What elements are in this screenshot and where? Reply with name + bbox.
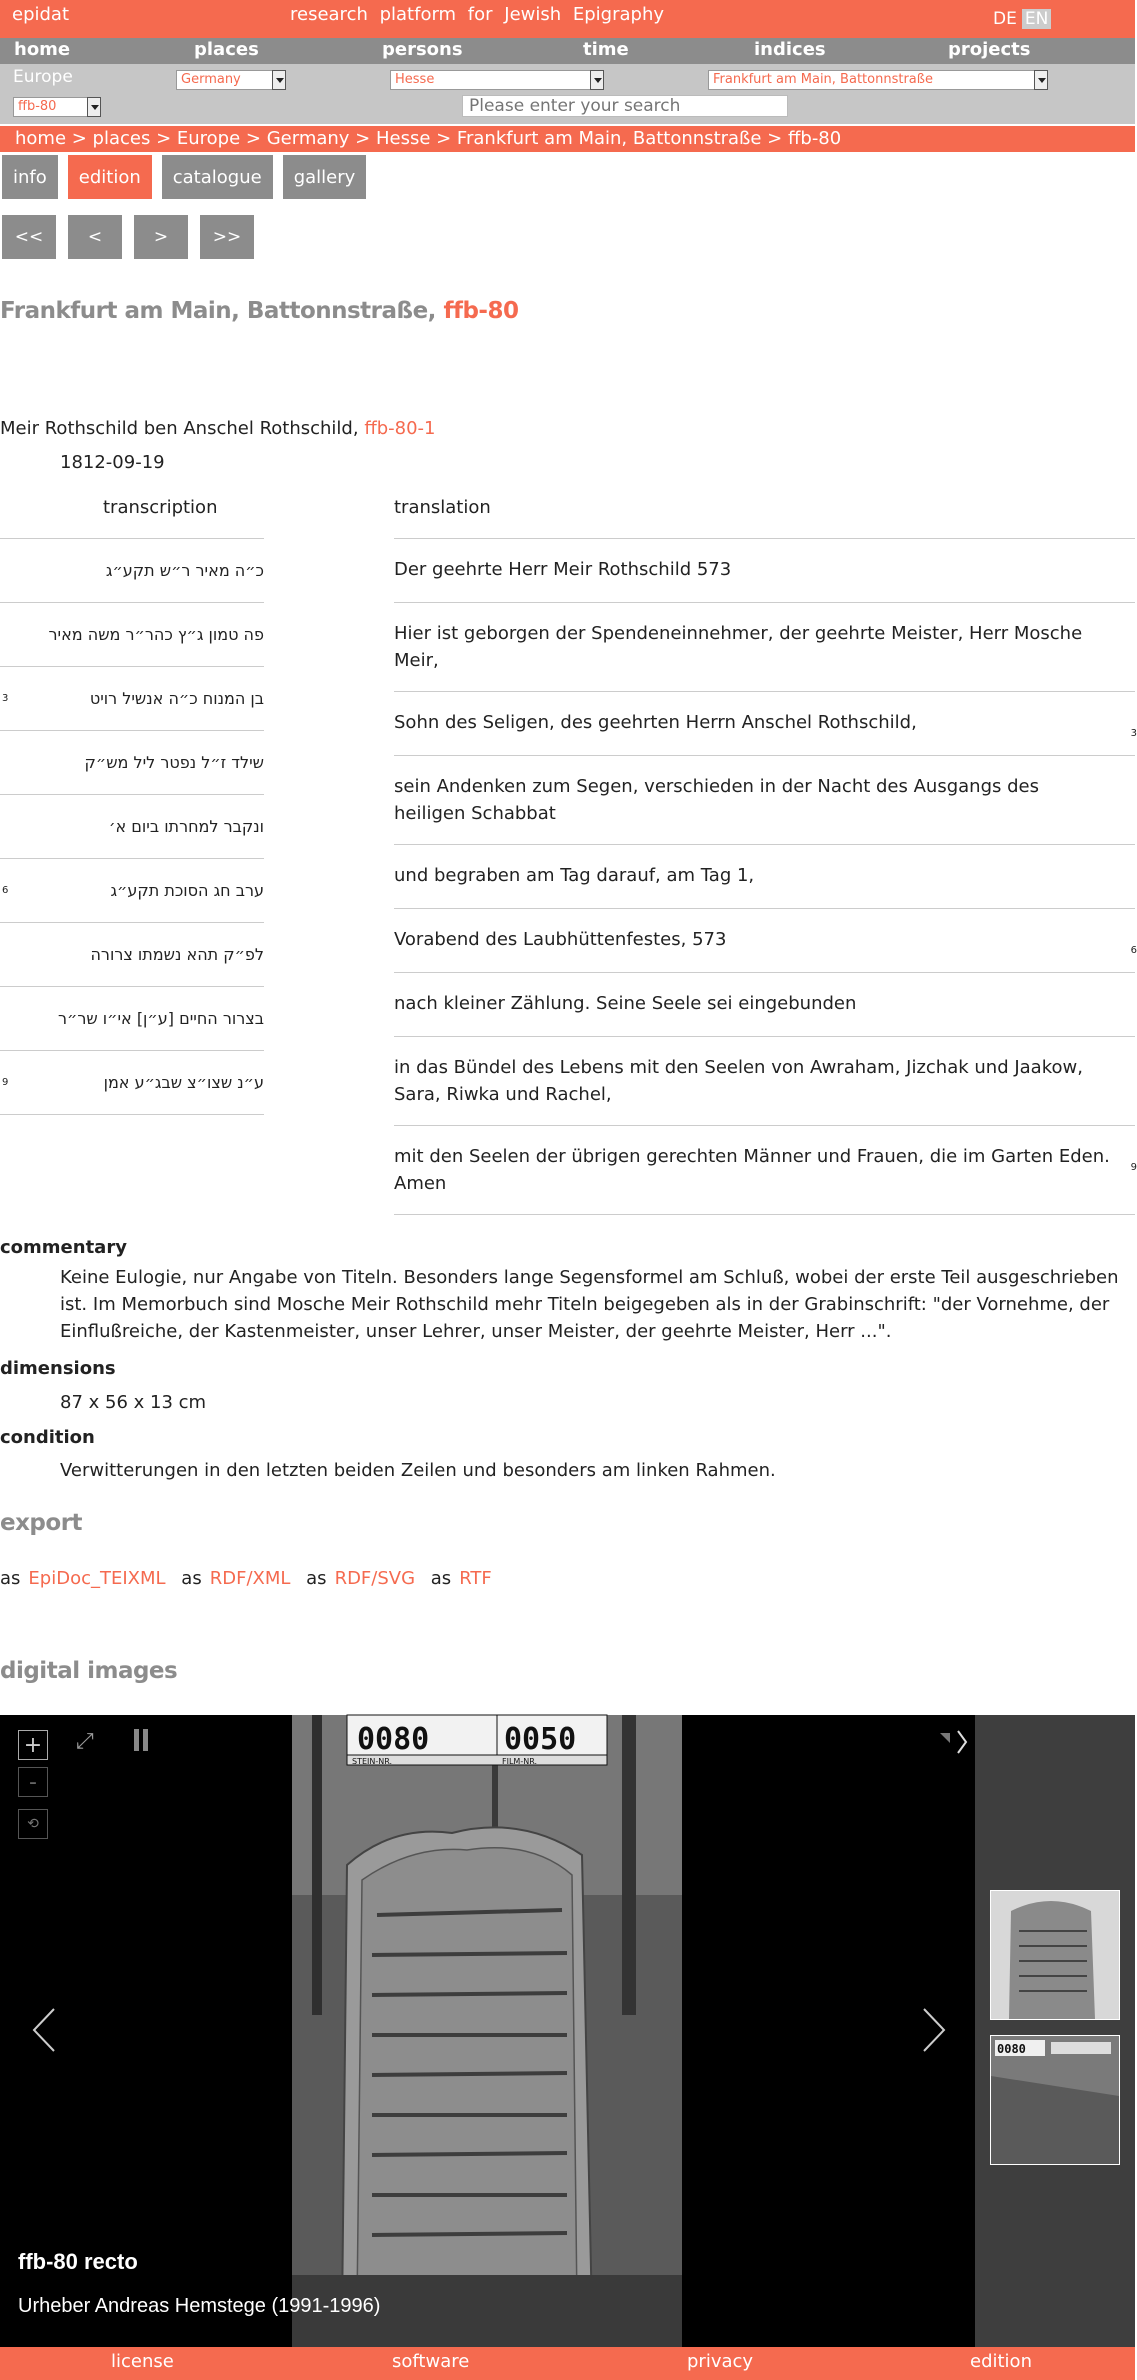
line-text: כ״ה מאיר ר״ש תקע״ג [105, 561, 264, 580]
line-text: Der geehrte Herr Meir Rothschild 573 [394, 559, 732, 580]
line-text: nach kleiner Zählung. Seine Seele sei eingebunden [394, 993, 857, 1014]
line-number: 9 [1130, 1162, 1137, 1173]
condition-label: condition [0, 1427, 95, 1448]
fullscreen-icon[interactable]: ⤢ [76, 1729, 94, 1754]
thumbnail-label[interactable] [990, 2035, 1120, 2165]
state-select-value: Hesse [395, 72, 435, 87]
next-record-button[interactable]: > [134, 215, 188, 259]
chevron-down-icon [1034, 70, 1048, 90]
stone-number-label: STEIN-NR. [352, 1757, 393, 1766]
export-links [0, 1568, 502, 1589]
translation-line [394, 756, 1135, 845]
footer-edition-link[interactable]: edition [970, 2351, 1032, 2372]
image-viewer[interactable] [0, 1715, 1135, 2347]
line-text: ע״נ שצו״צ שבג״ע אמן [103, 1073, 264, 1092]
nav-home[interactable]: home [14, 39, 71, 60]
line-text: פה טמון ג״ץ כהר״ר משה מאיר [48, 625, 264, 644]
site-logo[interactable]: epidat [12, 4, 70, 25]
translation-line [394, 603, 1135, 692]
export-as-text: as [181, 1568, 202, 1589]
export-rtf-link[interactable]: RTF [459, 1568, 492, 1589]
transcription-line [0, 539, 264, 603]
tab-gallery[interactable]: gallery [283, 155, 367, 199]
nav-projects[interactable]: projects [948, 39, 1031, 60]
tab-info[interactable]: info [2, 155, 58, 199]
transcription-line [0, 1051, 264, 1115]
export-rdfxml-link[interactable]: RDF/XML [209, 1568, 291, 1589]
language-switcher [990, 9, 1051, 29]
thumbnail-recto-image [991, 1891, 1119, 2019]
person-name: Meir Rothschild ben Anschel Rothschild, [0, 418, 359, 439]
translation-line [394, 973, 1135, 1037]
main-nav [0, 38, 1135, 64]
transcription-line [0, 859, 264, 923]
line-text: Hier ist geborgen der Spendeneinnehmer, der geehrte Meister, Herr Mosche Meir, [394, 623, 1083, 671]
object-select-value: ffb-80 [18, 99, 57, 114]
line-text: Vorabend des Laubhüttenfestes, 573 [394, 929, 727, 950]
line-number: 6 [1130, 945, 1137, 956]
export-as-text: as [0, 1568, 21, 1589]
death-date: 1812-09-19 [60, 452, 165, 473]
toggle-thumbnails-arrow[interactable] [938, 1727, 968, 1761]
translation-line [394, 845, 1135, 909]
export-heading: export [0, 1510, 83, 1536]
translation-line [394, 692, 1135, 756]
place-select[interactable] [708, 70, 1048, 90]
translation-line [394, 909, 1135, 973]
person-id: ffb-80-1 [364, 418, 436, 439]
film-number-label: FILM-NR. [502, 1757, 538, 1766]
image-caption-author: Urheber Andreas Hemstege (1991-1996) [18, 2295, 381, 2317]
transcription-line [0, 795, 264, 859]
line-text: בצרור החיים [ע״ן] אי״ו שר״ר [57, 1009, 264, 1028]
view-tabs [2, 155, 366, 199]
chevron-down-icon [590, 70, 604, 90]
tab-catalogue[interactable]: catalogue [162, 155, 273, 199]
transcription-line [0, 667, 264, 731]
line-text: לפ״ק תהא נשמתו צרורה [90, 945, 264, 964]
rotate-button[interactable]: ⟲ [18, 1809, 48, 1839]
place-name: Frankfurt am Main, Battonnstraße, [0, 298, 436, 324]
translation-list [394, 538, 1135, 1215]
person-heading [0, 418, 436, 439]
breadcrumb[interactable]: home > places > Europe > Germany > Hesse > Frankfurt am Main, Battonnstraße > ffb-80 [0, 126, 1135, 152]
thumbnail-label-image [991, 2036, 1119, 2164]
film-number: 0050 [504, 1722, 577, 1757]
search-input[interactable] [462, 95, 788, 117]
footer-software-link[interactable]: software [392, 2351, 470, 2372]
thumbnail-strip [975, 1715, 1135, 2347]
place-select-value: Frankfurt am Main, Battonnstraße [713, 72, 933, 87]
pause-icon[interactable] [132, 1729, 152, 1751]
export-as-text: as [306, 1568, 327, 1589]
transcription-line [0, 987, 264, 1051]
line-text: ערב חג הסוכת תקע״ג [110, 881, 264, 900]
transcription-list [0, 538, 264, 1115]
zoom-out-button[interactable]: - [18, 1767, 48, 1797]
footer-license-link[interactable]: license [111, 2351, 174, 2372]
location-selector-bar [0, 64, 1135, 124]
footer [0, 2347, 1135, 2380]
gravestone-illustration [292, 1715, 682, 2347]
condition-text: Verwitterungen in den letzten beiden Zeilen und besonders am linken Rahmen. [60, 1460, 776, 1481]
object-select[interactable] [13, 97, 101, 117]
line-text: sein Andenken zum Segen, verschieden in der Nacht des Ausgangs des heiligen Schabbat [394, 776, 1039, 824]
country-select[interactable] [176, 70, 286, 90]
site-tagline: research platform for Jewish Epigraphy [290, 4, 665, 25]
line-number: 9 [2, 1077, 9, 1088]
translation-header: translation [394, 497, 491, 518]
digital-images-heading: digital images [0, 1658, 178, 1684]
thumbnail-stone-number: 0080 [997, 2042, 1026, 2056]
stone-number: 0080 [357, 1722, 430, 1757]
line-number: 3 [1130, 728, 1137, 739]
export-rdfsvg-link[interactable]: RDF/SVG [334, 1568, 416, 1589]
nav-persons[interactable]: persons [382, 39, 463, 60]
line-number: 3 [2, 693, 9, 704]
line-number: 6 [2, 885, 9, 896]
export-as-text: as [430, 1568, 452, 1589]
line-text: mit den Seelen der übrigen gerechten Männer und Frauen, die im Garten Eden. Amen [394, 1146, 1110, 1194]
chevron-down-icon [272, 70, 286, 90]
lang-en-link[interactable]: EN [1022, 9, 1051, 29]
commentary-text: Keine Eulogie, nur Angabe von Titeln. Besonders lange Segensformel am Schluß, wobei der erste Teil ausgeschrieben ist. Im Memorbuch sind Mosche Meir Rothschild mehr Titeln beigegeben als in der Grabinschrift: "der Vornehme, der Einflußreiche, der Kastenmeister, unser Lehrer, unser Meister, der geehrte Meister, Herr ...". [60, 1267, 1119, 1342]
next-image-arrow[interactable] [920, 2005, 950, 2059]
line-text: Sohn des Seligen, des geehrten Herrn Anschel Rothschild, [394, 712, 917, 733]
translation-line [394, 1126, 1135, 1215]
transcription-line [0, 603, 264, 667]
commentary-label: commentary [0, 1237, 127, 1258]
page-title [0, 298, 518, 324]
dimensions-label: dimensions [0, 1358, 116, 1379]
translation-line [394, 539, 1135, 603]
line-text: und begraben am Tag darauf, am Tag 1, [394, 865, 755, 886]
line-text: בן המנוח כ״ה אנשיל רויט [89, 689, 264, 708]
nav-indices[interactable]: indices [754, 39, 826, 60]
transcription-line [0, 731, 264, 795]
lang-de-link[interactable]: DE [993, 9, 1017, 29]
nav-time[interactable]: time [583, 39, 629, 60]
last-record-button[interactable]: >> [200, 215, 254, 259]
region-label[interactable]: Europe [13, 67, 73, 87]
prev-image-arrow[interactable] [28, 2005, 58, 2059]
line-text: שילד ז״ל נפטר ליל מש״ק [84, 753, 264, 772]
thumbnail-recto[interactable] [990, 1890, 1120, 2020]
tab-edition[interactable]: edition [68, 155, 152, 199]
chevron-down-icon [87, 97, 101, 117]
zoom-in-button[interactable]: + [18, 1730, 48, 1760]
prev-record-button[interactable]: < [68, 215, 122, 259]
translation-line [394, 1037, 1135, 1126]
transcription-line [0, 923, 264, 987]
top-bar [0, 0, 1135, 38]
gravestone-photo [292, 1715, 682, 2347]
line-text: ונקבר למחרתו ביום א׳ [108, 817, 264, 836]
footer-privacy-link[interactable]: privacy [687, 2351, 754, 2372]
transcription-header: transcription [103, 497, 218, 518]
country-select-value: Germany [181, 72, 241, 87]
object-id: ffb-80 [443, 298, 519, 324]
image-caption-title: ffb-80 recto [18, 2249, 138, 2274]
nav-places[interactable]: places [194, 39, 259, 60]
export-epidoc-link[interactable]: EpiDoc_TEIXML [28, 1568, 166, 1589]
dimensions-text: 87 x 56 x 13 cm [60, 1392, 207, 1413]
first-record-button[interactable]: << [2, 215, 56, 259]
state-select[interactable] [390, 70, 604, 90]
line-text: in das Bündel des Lebens mit den Seelen von Awraham, Jizchak und Jaakow, Sara, Riwka und Rachel, [394, 1057, 1083, 1105]
record-pager [2, 215, 254, 259]
